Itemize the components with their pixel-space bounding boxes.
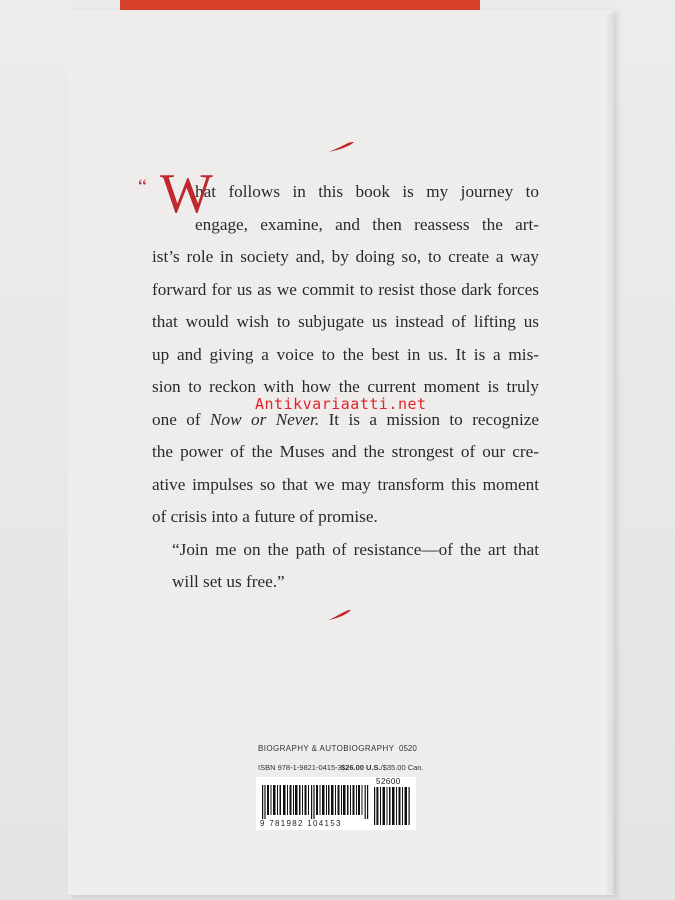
quote-line: will set us free.”: [172, 572, 285, 591]
category-code: 0520: [399, 744, 417, 753]
dust-jacket-red-edge: [120, 0, 480, 10]
isbn-text: ISBN 978-1-9821-0415-3: [258, 763, 342, 772]
barcode: [256, 777, 416, 830]
quote-line: sion to reckon with how the current moment is truly: [152, 377, 539, 396]
quote-line: hat follows in this book is my journey to: [195, 182, 539, 201]
watermark: Antikvariaatti.net: [255, 395, 427, 413]
open-quote-mark: “: [138, 176, 147, 198]
barcode-addon-icon: [374, 787, 412, 825]
quote-line: of crisis into a future of promise.: [152, 507, 378, 526]
price-us: $26.00 U.S.: [341, 763, 381, 772]
category-label: BIOGRAPHY & AUTOBIOGRAPHY: [258, 744, 395, 753]
drop-cap: W: [160, 163, 213, 225]
quote-line-lead: one of: [152, 409, 211, 429]
cover-edge: [602, 14, 614, 894]
price-can: /$35.00 Can.: [380, 763, 424, 772]
flourish-top-icon: [326, 141, 356, 153]
barcode-icon: [262, 785, 370, 819]
quote-line: engage, examine, and then reassess the art-: [195, 214, 539, 234]
quote-line: that would wish to subjugate us instead of lifting us: [152, 312, 539, 331]
quote-line: “Join me on the path of resistance—of the art that: [172, 539, 539, 559]
quote-title-italic: Now or Never.: [210, 409, 320, 429]
quote-line: ist’s role in society and, by doing so, to create a way: [152, 247, 539, 266]
quote-line: forward for us as we commit to resist those dark forces: [152, 279, 539, 299]
price-text: [341, 763, 424, 772]
quote-line: ative impulses so that we may transform this moment: [152, 474, 539, 494]
flourish-bottom-icon: [324, 609, 354, 621]
quote-line: the power of the Muses and the strongest of our cre-: [152, 442, 539, 461]
back-cover-quote: [138, 163, 539, 599]
barcode-number: 9 781982 104153: [260, 819, 342, 828]
quote-line-rest: It is a mission to recognize: [319, 409, 539, 429]
barcode-addon-number: 52600: [376, 777, 401, 786]
quote-line: up and giving a voice to the best in us. It is a mis-: [152, 344, 539, 364]
